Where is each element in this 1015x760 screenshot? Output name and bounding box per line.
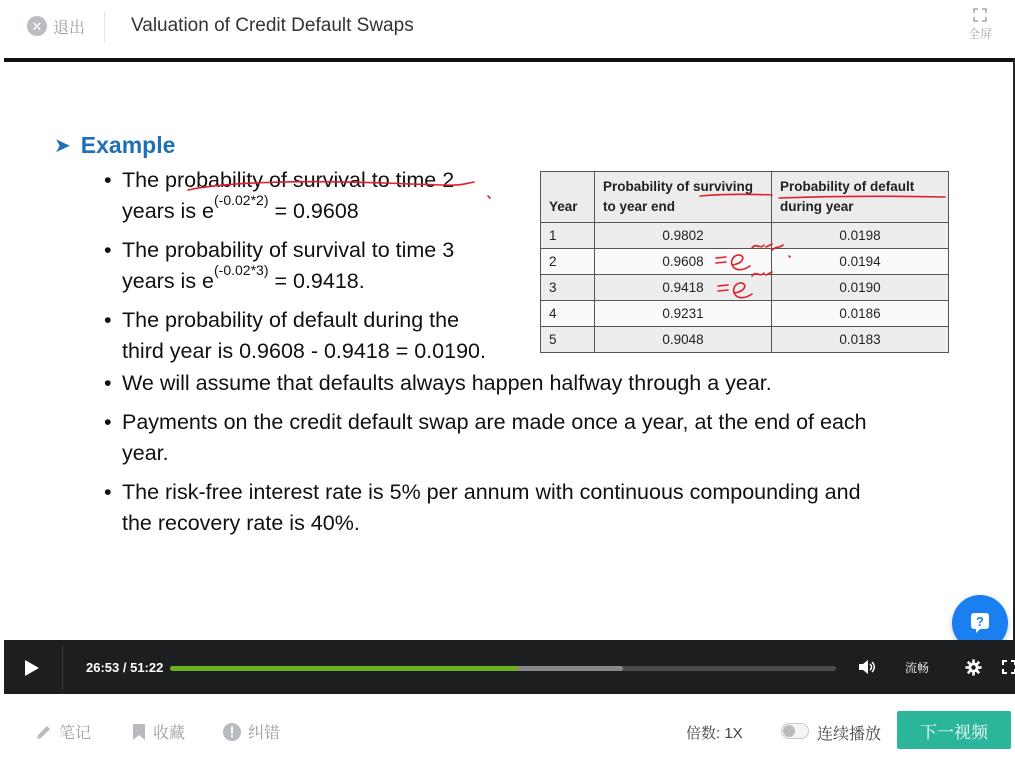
bullet-line (122, 262, 365, 297)
fullscreen-icon[interactable] (1002, 660, 1015, 674)
default-cell: 0.0190 (772, 275, 949, 301)
video-title: Valuation of Credit Default Swaps (131, 15, 414, 36)
bullet-dot: • (104, 308, 112, 332)
bullet-line: The probability of survival to time 3 (122, 238, 455, 262)
bullet-dot: • (104, 238, 112, 262)
bullet-dot: • (104, 168, 112, 192)
year-cell: 2 (541, 249, 595, 275)
default-cell: 0.0183 (772, 327, 949, 353)
favorite-label: 收藏 (153, 725, 186, 742)
default-cell: 0.0186 (772, 301, 949, 327)
table-row (541, 275, 949, 301)
exponent: (-0.02*2) (214, 192, 269, 208)
play-icon[interactable] (24, 659, 40, 677)
autoplay-label: 连续播放 (817, 726, 882, 743)
surviving-cell: 0.9231 (595, 301, 772, 327)
table-header-row (541, 172, 949, 223)
header-divider (104, 12, 105, 42)
default-cell: 0.0198 (772, 223, 949, 249)
bullet-text: = 0.9608 (268, 199, 359, 223)
controls-divider (62, 645, 63, 689)
bullet-dot: • (104, 371, 112, 395)
notes-button[interactable] (35, 720, 91, 743)
surviving-cell: 0.9418 (595, 275, 772, 301)
time-display: 26:53 / 51:22 (86, 660, 164, 675)
column-header-default: Probability of default during year (772, 172, 949, 223)
report-label: 纠错 (248, 725, 281, 742)
next-video-button[interactable]: 下一视频 (897, 711, 1011, 749)
header-bar (0, 0, 1015, 58)
fullscreen-icon (973, 8, 987, 22)
surviving-cell: 0.9048 (595, 327, 772, 353)
year-cell: 4 (541, 301, 595, 327)
bullet-line: the recovery rate is 40%. (122, 511, 360, 535)
video-player[interactable] (4, 58, 1015, 694)
exit-button[interactable] (27, 15, 85, 37)
bullet-line: The risk-free interest rate is 5% per annum with continuous compounding and (122, 480, 861, 504)
progress-played (170, 666, 518, 671)
gear-icon[interactable] (965, 659, 982, 676)
quality-button[interactable]: 流畅 (904, 660, 929, 675)
slide-heading (54, 132, 175, 159)
bullet-text: years is e (122, 199, 215, 223)
bottom-toolbar (0, 694, 1015, 760)
bullet-line: year. (122, 441, 169, 465)
svg-text:?: ? (976, 614, 984, 629)
surviving-cell: 0.9802 (595, 223, 772, 249)
year-cell: 5 (541, 327, 595, 353)
table-row (541, 249, 949, 275)
survival-table (540, 171, 949, 353)
surviving-cell: 0.9608 (595, 249, 772, 275)
bullet-line: We will assume that defaults always happen halfway through a year. (122, 371, 772, 395)
table-row (541, 301, 949, 327)
bullet-line (122, 192, 359, 227)
bullet-line: The probability of survival to time 2 (122, 168, 455, 192)
bullet-line: third year is 0.9608 - 0.9418 = 0.0190. (122, 339, 486, 363)
underline-stroke (488, 196, 490, 198)
notes-label: 笔记 (59, 725, 92, 742)
favorite-button[interactable] (131, 720, 185, 743)
exit-label: 退出 (53, 19, 86, 37)
year-cell: 1 (541, 223, 595, 249)
year-cell: 3 (541, 275, 595, 301)
bullet-text: years is e (122, 269, 215, 293)
bullet-text: = 0.9418. (268, 269, 365, 293)
fullscreen-button[interactable] (963, 8, 997, 43)
player-controls (4, 640, 1015, 694)
column-header-year: Year (541, 172, 595, 223)
volume-icon[interactable] (858, 659, 876, 675)
bullet-dot: • (104, 410, 112, 434)
progress-bar[interactable] (170, 666, 836, 671)
bullet-dot: • (104, 480, 112, 504)
exponent: (-0.02*3) (214, 262, 269, 278)
question-icon (969, 611, 991, 635)
toggle-knob (783, 725, 795, 737)
report-error-button[interactable] (222, 720, 280, 743)
fullscreen-label: 全屏 (967, 27, 992, 41)
table-row (541, 327, 949, 353)
default-cell: 0.0194 (772, 249, 949, 275)
exclamation-circle-icon (222, 722, 242, 742)
slide-content (4, 62, 1013, 640)
heading-text: Example (80, 132, 176, 158)
table-row (541, 223, 949, 249)
close-circle-icon: ✕ (27, 16, 47, 36)
bookmark-icon (131, 723, 147, 741)
playback-speed[interactable]: 倍数: 1X (686, 725, 743, 742)
arrow-bullet-icon: ➤ (54, 135, 71, 157)
autoplay-toggle[interactable] (781, 723, 809, 739)
pencil-icon (35, 723, 53, 741)
bullet-line: Payments on the credit default swap are made once a year, at the end of each (122, 410, 867, 434)
bullet-line: The probability of default during the (122, 308, 460, 332)
column-header-surviving: Probability of surviving to year end (595, 172, 772, 223)
